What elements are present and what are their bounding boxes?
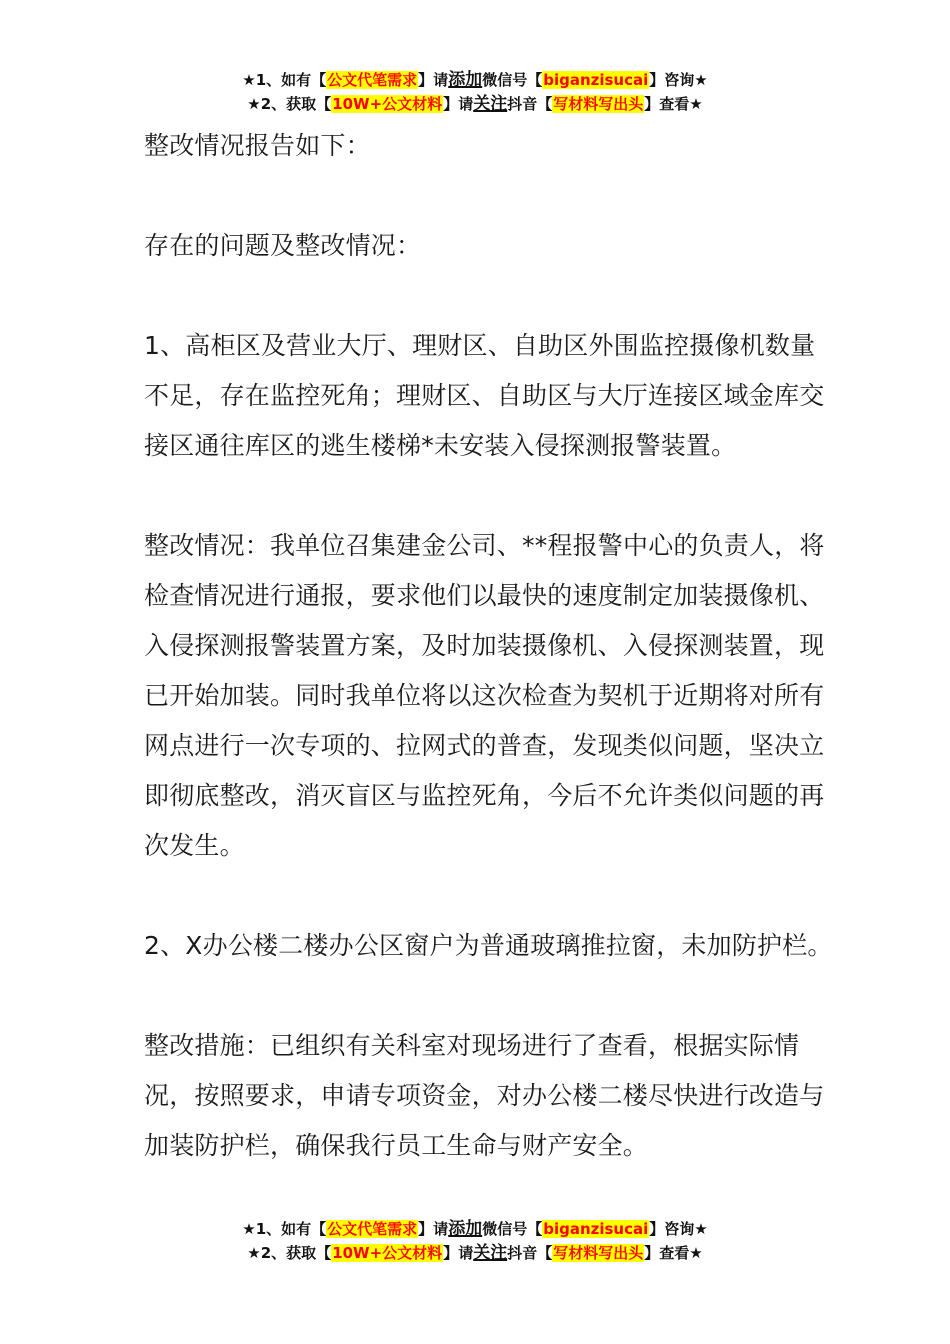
spacer [144,271,834,321]
banner-highlight: 公文代笔需求 [327,71,418,89]
banner-emphasis: 关注 [473,1243,508,1263]
banner-text: 微信号【 [482,71,543,89]
rectification-1-paragraph: 整改情况：我单位召集建金公司、**程报警中心的负责人，将检查情况进行通报，要求他们以最快的速度制定加装摄像机、入侵探测报警装置方案，及时加装摄像机、入侵探测装置，现已开始加装。同时我单位将以这次检查为契机于近期将对所有网点进行一次专项的、拉网式的普查，发现类似问题，坚决立即彻底整改，消灭盲区与监控死角，今后不允许类似问题的再次发生。 [144,531,825,860]
banner-text: 】查看★ [644,95,703,113]
banner-line-1 [0,1217,950,1241]
banner-highlight: 公文代笔需求 [327,1220,418,1238]
banner-line-1 [0,68,950,92]
banner-emphasis: 添加 [448,1219,483,1239]
spacer [144,471,834,521]
banner-text: 微信号【 [482,1220,543,1238]
issue-2-paragraph: 2、X办公楼二楼办公区窗户为普通玻璃推拉窗，未加防护栏。 [144,931,833,960]
banner-text: 】咨询★ [649,1220,708,1238]
banner-text: ★1、如有【 [242,71,327,89]
banner-emphasis: 关注 [473,94,508,114]
banner-wechat-id: biganzisucai [543,1220,649,1238]
banner-text: 】查看★ [644,1244,703,1262]
banner-douyin-id: 写材料写出头 [553,95,644,113]
banner-highlight: 10W+公文材料 [332,95,443,113]
document-body [144,121,834,1171]
intro-paragraph: 整改情况报告如下： [144,131,371,160]
banner-text: 】请 [443,95,474,113]
spacer [144,171,834,221]
banner-text: ★2、获取【 [247,95,332,113]
banner-text: 】请 [443,1244,474,1262]
spacer [144,871,834,921]
banner-line-2 [0,92,950,116]
section-heading: 存在的问题及整改情况： [144,231,422,260]
banner-text: 抖音【 [507,1244,553,1262]
banner-wechat-id: biganzisucai [543,71,649,89]
banner-text: 】请 [418,1220,449,1238]
banner-highlight: 10W+公文材料 [332,1244,443,1262]
banner-text: ★1、如有【 [242,1220,327,1238]
banner-emphasis: 添加 [448,70,483,90]
issue-1-paragraph: 1、高柜区及营业大厅、理财区、自助区外围监控摄像机数量不足，存在监控死角；理财区、自助区与大厅连接区域金库交接区通往库区的逃生楼梯*未安装入侵探测报警装置。 [144,331,825,460]
rectification-2-paragraph: 整改措施：已组织有关科室对现场进行了查看，根据实际情况，按照要求，申请专项资金，对办公楼二楼尽快进行改造与加装防护栏，确保我行员工生命与财产安全。 [144,1031,825,1160]
banner-text: 】咨询★ [649,71,708,89]
banner-text: 】请 [418,71,449,89]
banner-text: 抖音【 [507,95,553,113]
header-banner [0,68,950,116]
banner-text: ★2、获取【 [247,1244,332,1262]
banner-douyin-id: 写材料写出头 [553,1244,644,1262]
spacer [144,971,834,1021]
banner-line-2 [0,1241,950,1265]
footer-banner [0,1217,950,1265]
